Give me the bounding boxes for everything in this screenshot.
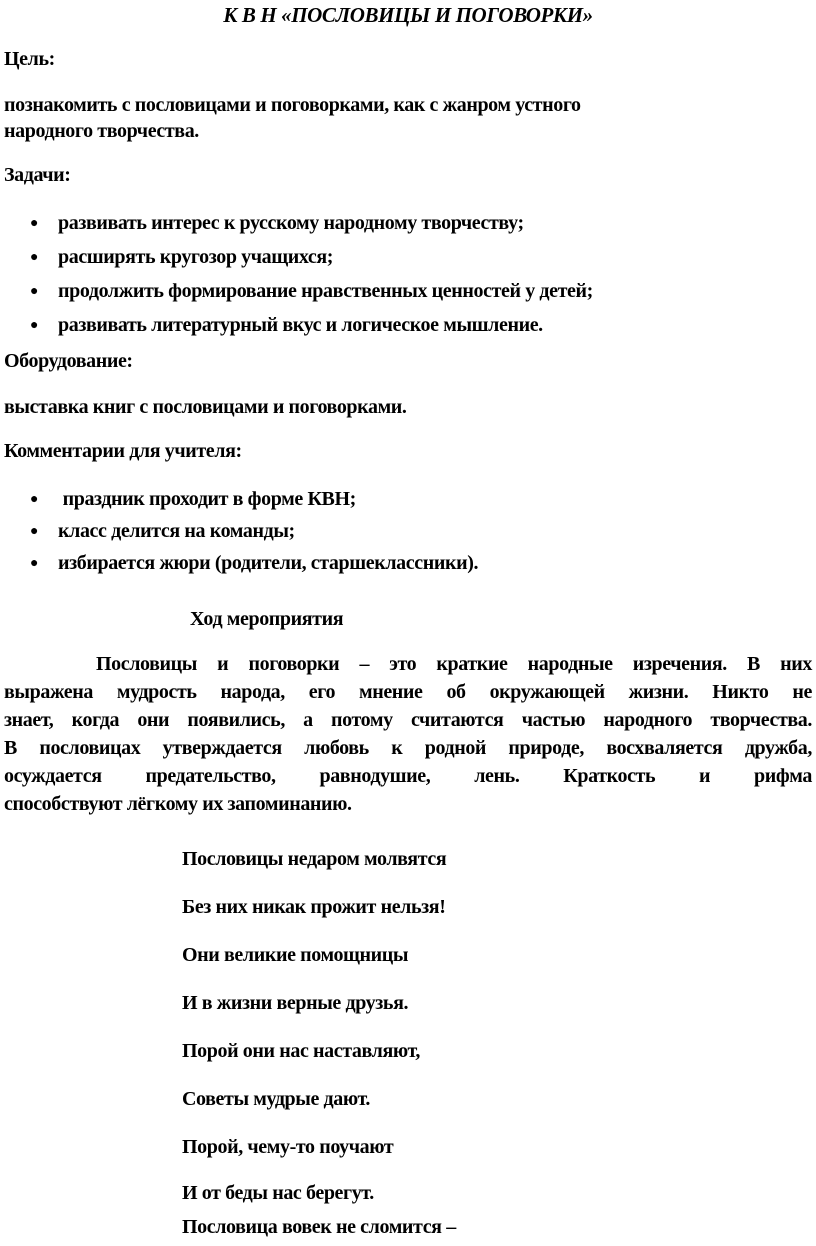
list-item-text: класс делится на команды; (58, 520, 295, 542)
bullet-icon: ● (30, 318, 39, 333)
poem-line: И в жизни верные друзья. (182, 992, 409, 1014)
bullet-icon: ● (30, 250, 39, 265)
list-item-text: продолжить формирование нравственных ценностей у детей; (58, 280, 593, 302)
paragraph-line: выражена мудрость народа, его мнение об окружающей жизни. Никто не (4, 681, 812, 703)
list-item (30, 550, 478, 577)
paragraph-line: осуждается предательство, равнодушие, лень. Краткость и рифма (4, 765, 812, 787)
poem-line: Без них никак прожит нельзя! (182, 896, 446, 918)
paragraph-line: Пословицы и поговорки – это краткие народные изречения. В них (96, 653, 812, 675)
list-item (30, 312, 543, 339)
comments-label: Комментарии для учителя: (4, 440, 242, 462)
bullet-icon: ● (30, 216, 39, 231)
bullet-icon: ● (30, 284, 39, 299)
equipment-text: выставка книг с пословицами и поговорками. (4, 396, 407, 418)
list-item-text: избирается жюри (родители, старшеклассники). (58, 552, 479, 574)
goal-text-line-1: познакомить с пословицами и поговорками, как с жанром устного (4, 94, 581, 116)
list-item-text: развивать интерес к русскому народному творчеству; (58, 212, 524, 234)
list-item-text: праздник проходит в форме КВН; (58, 488, 356, 510)
goal-label: Цель: (4, 48, 55, 70)
goal-text-line-2: народного творчества. (4, 120, 199, 142)
list-item-text: расширять кругозор учащихся; (58, 246, 334, 268)
tasks-label: Задачи: (4, 164, 71, 186)
poem-line: Пословица вовек не сломится – (182, 1216, 456, 1238)
list-item (30, 210, 524, 237)
intro-paragraph (4, 650, 812, 818)
paragraph-line: В пословицах утверждается любовь к родной природе, восхваляется дружба, (4, 737, 812, 759)
equipment-label: Оборудование: (4, 350, 133, 372)
poem-line: Пословицы недаром молвятся (182, 848, 447, 870)
bullet-icon: ● (30, 492, 39, 507)
poem-line: И от беды нас берегут. (182, 1182, 374, 1204)
section-heading: Ход мероприятия (190, 608, 344, 630)
poem-line: Порой, чему-то поучают (182, 1136, 394, 1158)
poem-line: Они великие помощницы (182, 944, 409, 966)
poem-line: Порой они нас наставляют, (182, 1040, 421, 1062)
bullet-icon: ● (30, 524, 39, 539)
paragraph-line: знает, когда они появились, а потому считаются частью народного творчества. (4, 709, 812, 731)
list-item (30, 278, 593, 305)
list-item (30, 244, 333, 271)
list-item-text: развивать литературный вкус и логическое мышление. (58, 314, 543, 336)
document-title: К В Н «ПОСЛОВИЦЫ И ПОГОВОРКИ» (223, 3, 593, 27)
paragraph-line: способствуют лёгкому их запоминанию. (4, 793, 352, 815)
list-item (30, 486, 356, 513)
bullet-icon: ● (30, 556, 39, 571)
list-item (30, 518, 295, 545)
poem-line: Советы мудрые дают. (182, 1088, 371, 1110)
